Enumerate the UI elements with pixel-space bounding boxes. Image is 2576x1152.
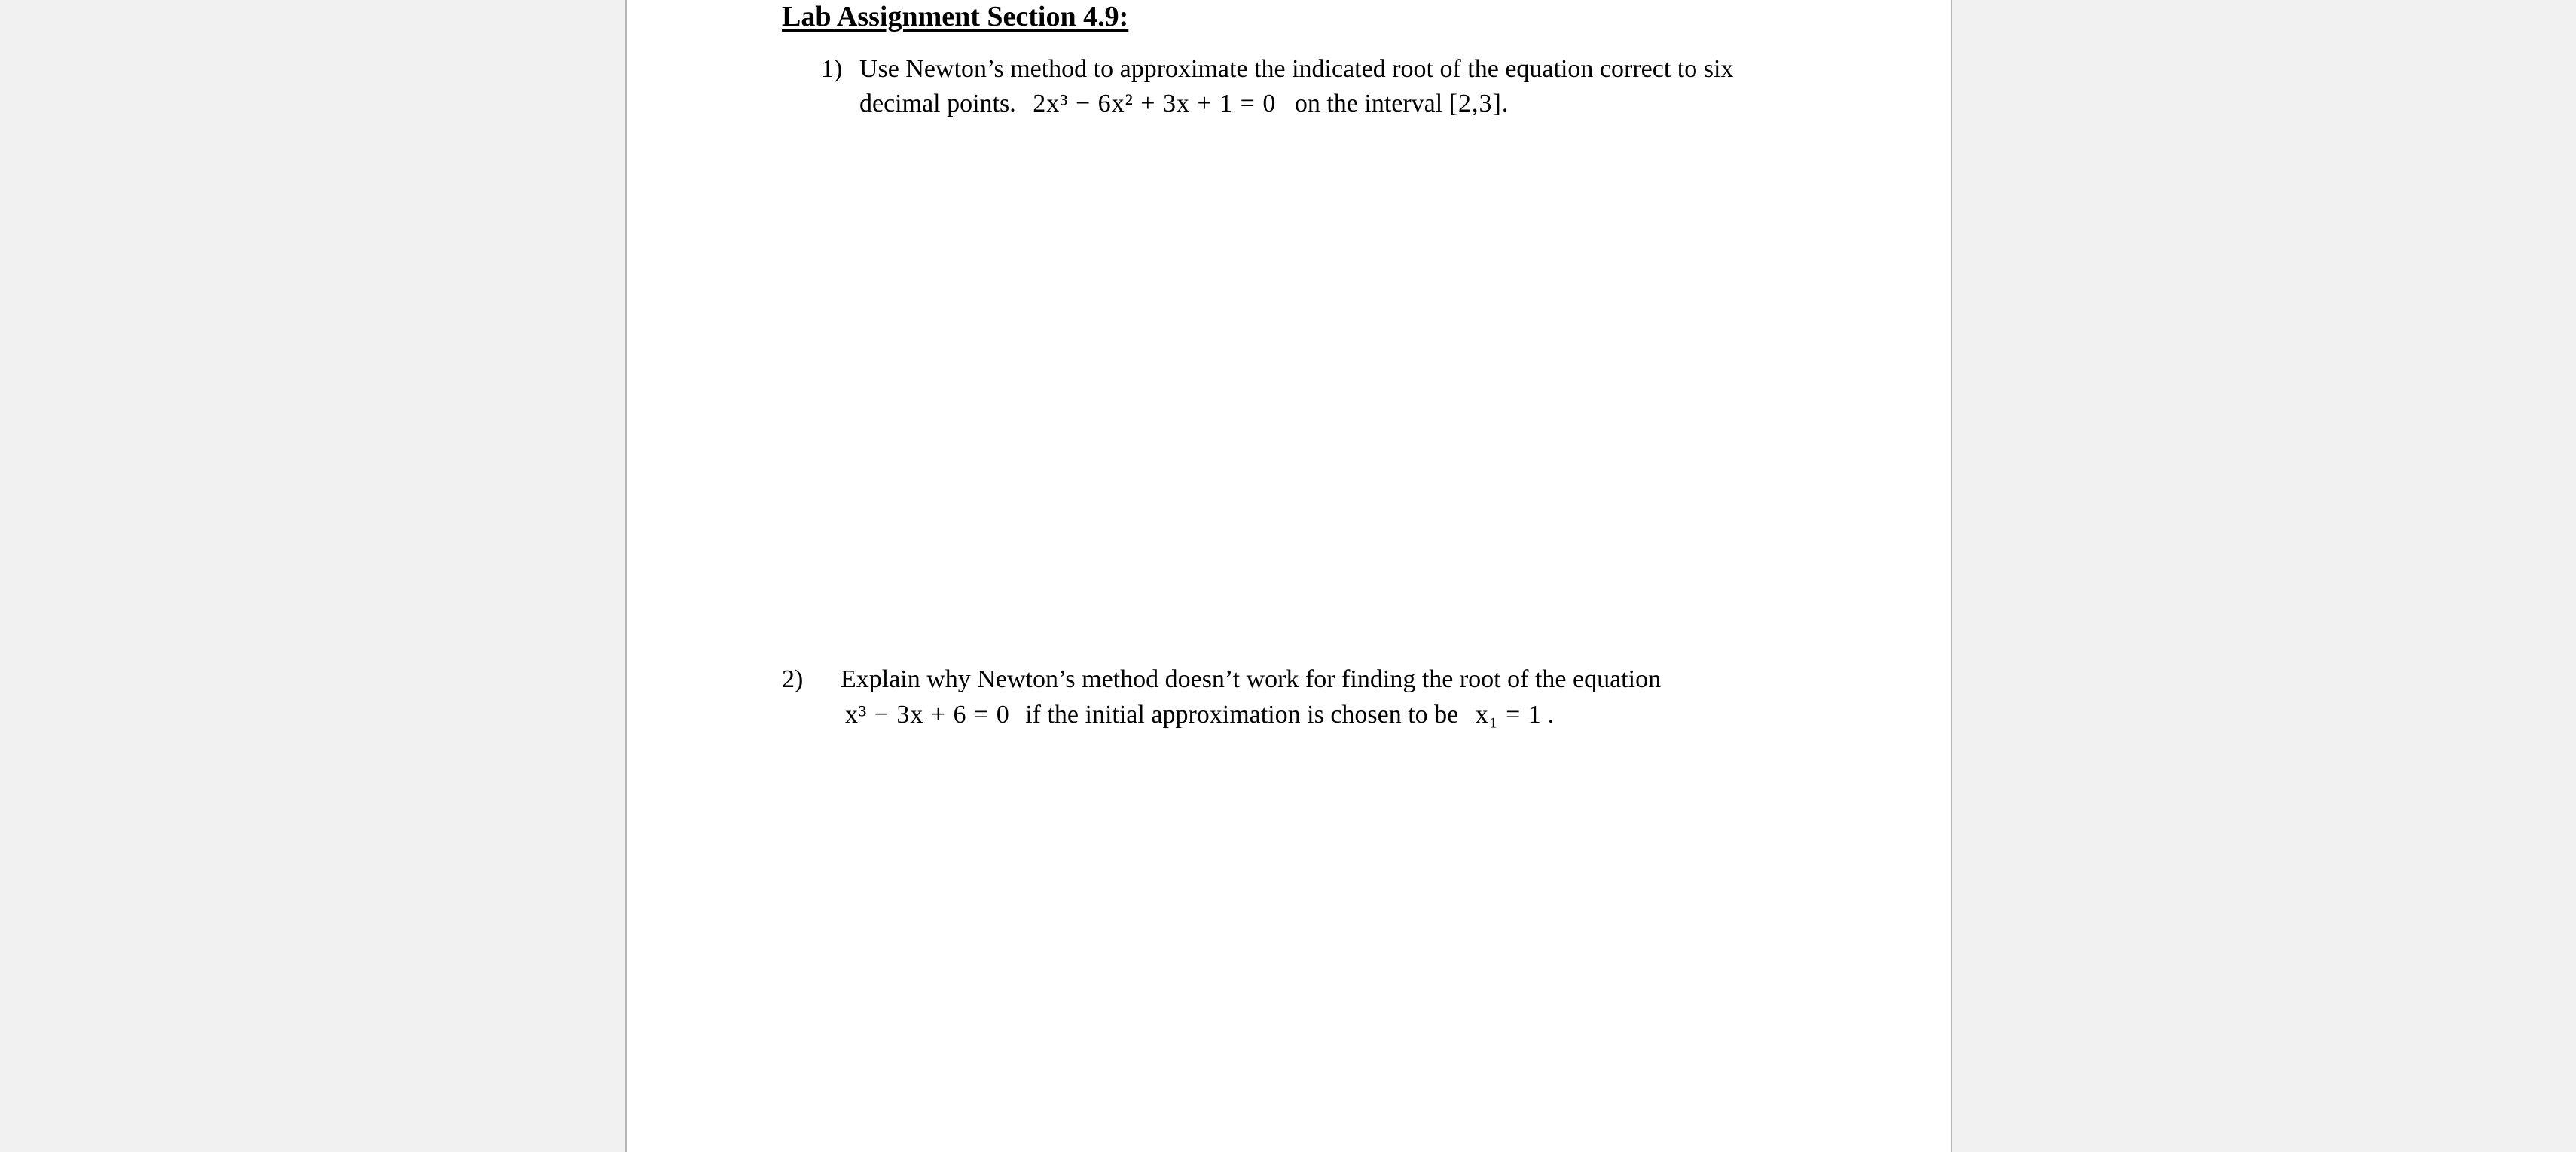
document-page — [625, 0, 1952, 1152]
question-1-period: . — [1501, 90, 1509, 118]
question-2-period: . — [1547, 701, 1555, 729]
question-1-interval-text: on the interval — [1294, 90, 1443, 118]
question-2-number: 2) — [782, 665, 804, 693]
question-2-line-2 — [845, 697, 1554, 733]
question-2-mid-text: if the initial approximation is chosen to be — [1025, 701, 1459, 729]
question-2-line-1: Explain why Newton’s method doesn’t work for finding the root of the equation — [841, 665, 1662, 693]
question-1-line-2 — [859, 86, 1508, 122]
question-1-line-1: Use Newton’s method to approximate the indicated root of the equation correct to six — [859, 55, 1734, 83]
question-1-number: 1) — [821, 55, 843, 83]
question-1-interval: [2,3] — [1448, 90, 1502, 118]
question-1-prefix: decimal points. — [859, 90, 1016, 118]
question-2-equation: x³ − 3x + 6 = 0 — [845, 701, 1010, 729]
question-2-initial: x₁ = 1 — [1475, 701, 1542, 729]
page-title: Lab Assignment Section 4.9: — [782, 1, 1129, 32]
question-1-equation: 2x³ − 6x² + 3x + 1 = 0 — [1033, 90, 1277, 118]
